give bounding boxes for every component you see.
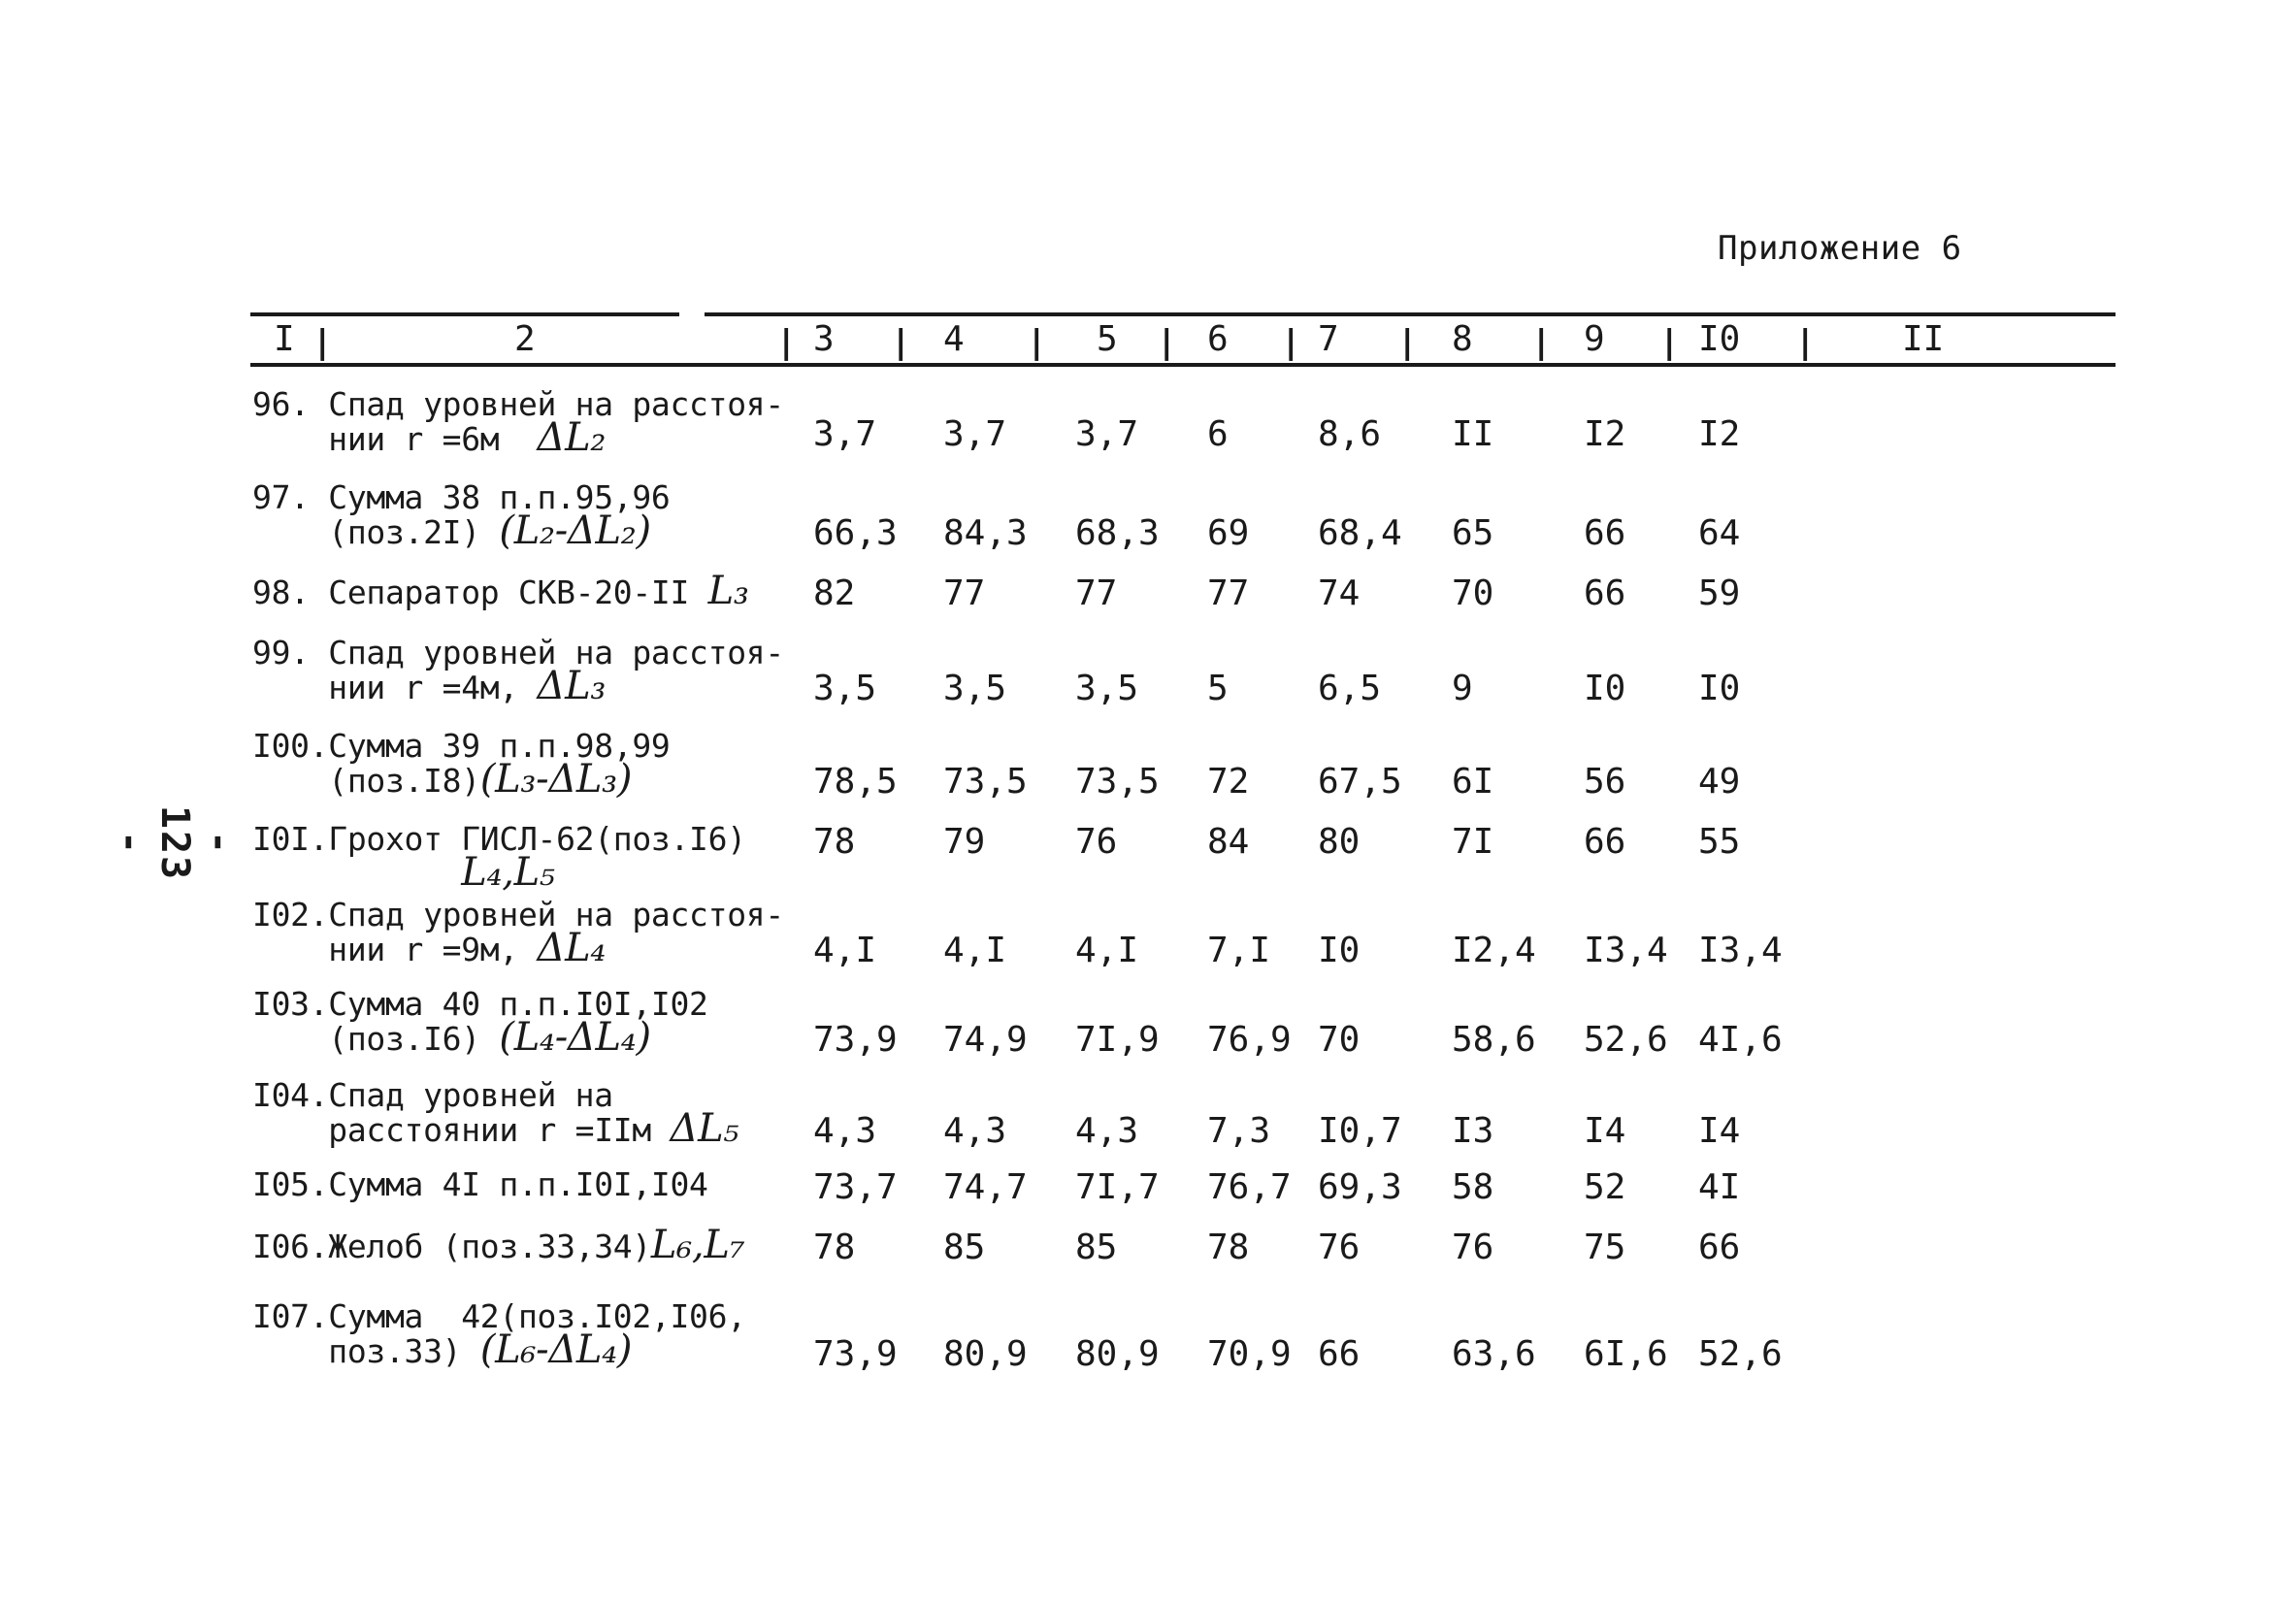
column-separator: | xyxy=(1027,323,1047,362)
column-header: 5 xyxy=(1097,319,1118,359)
table-cell: 85 xyxy=(943,1228,986,1267)
table-cell: I4 xyxy=(1584,1111,1626,1151)
table-cell: 76 xyxy=(1452,1228,1494,1267)
table-cell: 52,6 xyxy=(1698,1334,1783,1374)
row-label xyxy=(252,385,805,460)
table-cell: 76,7 xyxy=(1207,1167,1292,1207)
table-top-rule xyxy=(250,312,2116,316)
table-cell: 66 xyxy=(1584,513,1626,553)
column-separator: | xyxy=(891,323,911,362)
row-label xyxy=(252,727,805,802)
table-cell: I2,4 xyxy=(1452,931,1536,970)
table-cell: 78,5 xyxy=(813,762,898,802)
column-header: II xyxy=(1902,319,1945,359)
table-cell: I2 xyxy=(1698,414,1741,454)
row-label-line: (поз.I8)(L₃-ΔL₃) xyxy=(252,757,633,802)
table-cell: 66 xyxy=(1584,822,1626,862)
table-cell: I2 xyxy=(1584,414,1626,454)
table-cell: 74 xyxy=(1318,573,1361,613)
handwritten-annotation: (L₂-ΔL₂) xyxy=(499,508,651,553)
table-cell: 84,3 xyxy=(943,513,1028,553)
column-header: 6 xyxy=(1207,319,1229,359)
row-label xyxy=(252,1297,805,1372)
column-header: I xyxy=(274,319,295,359)
table-cell: 6,5 xyxy=(1318,669,1382,708)
row-label-line: (поз.2I) (L₂-ΔL₂) xyxy=(252,508,651,553)
row-label xyxy=(252,634,805,708)
table-cell: 66 xyxy=(1318,1334,1361,1374)
table-cell: 80,9 xyxy=(943,1334,1028,1374)
table-cell: 8,6 xyxy=(1318,414,1382,454)
table-cell: I3,4 xyxy=(1584,931,1668,970)
row-label-line: нии r =4м, ΔL₃ xyxy=(252,664,607,708)
column-header: I0 xyxy=(1698,319,1741,359)
column-header: 7 xyxy=(1318,319,1339,359)
row-label-line xyxy=(252,850,805,895)
table-cell: 6I xyxy=(1452,762,1494,802)
table-cell: 74,9 xyxy=(943,1020,1028,1060)
table-cell: I0 xyxy=(1698,669,1741,708)
row-label-line: (поз.I6) (L₄-ΔL₄) xyxy=(252,1015,651,1060)
table-cell: 4I xyxy=(1698,1167,1741,1207)
table-cell: 52 xyxy=(1584,1167,1626,1207)
column-separator: | xyxy=(1157,323,1177,362)
row-label-line: I02.Спад уровней на расстоя- xyxy=(252,896,784,934)
row-label xyxy=(252,1165,805,1203)
table-cell: 80,9 xyxy=(1075,1334,1160,1374)
table-cell: 77 xyxy=(1207,573,1250,613)
handwritten-annotation: ΔL₅ xyxy=(670,1106,739,1151)
table-cell: 70 xyxy=(1452,573,1494,613)
table-cell: 76,9 xyxy=(1207,1020,1292,1060)
table-cell: 4I,6 xyxy=(1698,1020,1783,1060)
handwritten-annotation: ΔL₄ xyxy=(537,926,607,970)
table-cell: 7,3 xyxy=(1207,1111,1271,1151)
table-cell: 6 xyxy=(1207,414,1229,454)
table-cell: 76 xyxy=(1318,1228,1361,1267)
table-cell: 85 xyxy=(1075,1228,1118,1267)
table-cell: 55 xyxy=(1698,822,1741,862)
table-cell: 68,3 xyxy=(1075,513,1160,553)
table-cell: 63,6 xyxy=(1452,1334,1536,1374)
table-cell: 56 xyxy=(1584,762,1626,802)
table-cell: 64 xyxy=(1698,513,1741,553)
handwritten-annotation: ΔL₃ xyxy=(537,664,607,708)
row-label xyxy=(252,569,805,613)
table-cell: 79 xyxy=(943,822,986,862)
table-cell: 4,I xyxy=(943,931,1007,970)
handwritten-annotation: (L₃-ΔL₃) xyxy=(479,757,633,802)
table-cell: 6I,6 xyxy=(1584,1334,1668,1374)
column-header: 4 xyxy=(943,319,965,359)
table-cell: 4,3 xyxy=(813,1111,877,1151)
table-cell: 70,9 xyxy=(1207,1334,1292,1374)
table-cell: 78 xyxy=(813,822,856,862)
row-label-line: I00.Сумма 39 п.п.98,99 xyxy=(252,727,671,765)
column-header: 9 xyxy=(1584,319,1605,359)
handwritten-annotation: L₃ xyxy=(707,569,749,613)
column-separator: | xyxy=(776,323,797,362)
column-separator: | xyxy=(1397,323,1418,362)
table-cell: 66,3 xyxy=(813,513,898,553)
table-cell: I4 xyxy=(1698,1111,1741,1151)
handwritten-annotation: L₄,L₅ xyxy=(461,850,555,895)
column-header: 8 xyxy=(1452,319,1473,359)
page-number: - 123 - xyxy=(108,804,242,882)
table-cell: 73,5 xyxy=(943,762,1028,802)
table-cell: 67,5 xyxy=(1318,762,1402,802)
table-cell: 3,5 xyxy=(943,669,1007,708)
table-cell: 52,6 xyxy=(1584,1020,1668,1060)
row-label-line: I05.Сумма 4I п.п.I0I,I04 xyxy=(252,1165,708,1203)
table-cell: 58 xyxy=(1452,1167,1494,1207)
table-cell: 7I,7 xyxy=(1075,1167,1160,1207)
table-cell: 7I xyxy=(1452,822,1494,862)
table-cell: 73,9 xyxy=(813,1334,898,1374)
table-cell: 3,5 xyxy=(813,669,877,708)
table-cell: 78 xyxy=(813,1228,856,1267)
column-separator: | xyxy=(1659,323,1680,362)
row-label xyxy=(252,985,805,1060)
table-cell: 70 xyxy=(1318,1020,1361,1060)
table-cell: 80 xyxy=(1318,822,1361,862)
table-cell: 3,5 xyxy=(1075,669,1139,708)
table-cell: 3,7 xyxy=(813,414,877,454)
row-label xyxy=(252,478,805,553)
row-label-line: I06.Желоб (поз.33,34)L₆,L₇ xyxy=(252,1223,745,1267)
column-header: 2 xyxy=(514,319,536,359)
column-separator: | xyxy=(1281,323,1301,362)
handwritten-annotation: L₆,L₇ xyxy=(650,1223,745,1267)
table-cell: 3,7 xyxy=(1075,414,1139,454)
row-label xyxy=(252,820,805,895)
table-cell: 49 xyxy=(1698,762,1741,802)
handwritten-annotation: ΔL₂ xyxy=(537,415,607,460)
row-label-line: I04.Спад уровней на xyxy=(252,1076,613,1114)
row-label-line: 96. Спад уровней на расстоя- xyxy=(252,385,784,423)
table-cell: 4,3 xyxy=(1075,1111,1139,1151)
row-label xyxy=(252,896,805,970)
row-label-line: I07.Сумма 42(поз.I02,I06, xyxy=(252,1297,746,1335)
table-bottom-rule xyxy=(250,363,2116,367)
table-cell: 72 xyxy=(1207,762,1250,802)
handwritten-annotation: (L₄-ΔL₄) xyxy=(499,1015,651,1060)
table-cell: 75 xyxy=(1584,1228,1626,1267)
row-label-line: 97. Сумма 38 п.п.95,96 xyxy=(252,478,671,516)
column-header: 3 xyxy=(813,319,835,359)
table-cell: 4,3 xyxy=(943,1111,1007,1151)
table-cell: 82 xyxy=(813,573,856,613)
row-label-line: 98. Сепаратор СКВ-20-II L₃ xyxy=(252,569,749,613)
handwritten-annotation: (L₆-ΔL₄) xyxy=(479,1327,633,1372)
row-label-line: I0I.Грохот ГИСЛ-62(поз.I6) xyxy=(252,820,746,858)
table-cell: 73,7 xyxy=(813,1167,898,1207)
appendix-title: Приложение 6 xyxy=(1718,229,1962,268)
table-cell: 3,7 xyxy=(943,414,1007,454)
table-cell: I3 xyxy=(1452,1111,1494,1151)
table-cell: 69,3 xyxy=(1318,1167,1402,1207)
table-cell: 9 xyxy=(1452,669,1473,708)
table-cell: 77 xyxy=(1075,573,1118,613)
table-cell: 69 xyxy=(1207,513,1250,553)
table-cell: 7I,9 xyxy=(1075,1020,1160,1060)
table-cell: 5 xyxy=(1207,669,1229,708)
table-cell: I0,7 xyxy=(1318,1111,1402,1151)
table-cell: 77 xyxy=(943,573,986,613)
row-label-line: 99. Спад уровней на расстоя- xyxy=(252,634,784,671)
row-label-line: I03.Сумма 40 п.п.I0I,I02 xyxy=(252,985,708,1023)
table-top-rule-gap xyxy=(679,311,705,318)
table-cell: 4,I xyxy=(1075,931,1139,970)
column-separator: | xyxy=(1531,323,1552,362)
row-label xyxy=(252,1223,805,1267)
row-label-line: нии r =6м ΔL₂ xyxy=(252,415,607,460)
table-cell: 66 xyxy=(1698,1228,1741,1267)
table-cell: II xyxy=(1452,414,1494,454)
table-cell: I0 xyxy=(1584,669,1626,708)
row-label-line: нии r =9м, ΔL₄ xyxy=(252,926,607,970)
table-cell: 65 xyxy=(1452,513,1494,553)
table-cell: 4,I xyxy=(813,931,877,970)
column-separator: | xyxy=(1795,323,1816,362)
table-cell: 68,4 xyxy=(1318,513,1402,553)
table-cell: 59 xyxy=(1698,573,1741,613)
table-cell: 66 xyxy=(1584,573,1626,613)
row-label xyxy=(252,1076,805,1151)
table-cell: 76 xyxy=(1075,822,1118,862)
table-cell: 84 xyxy=(1207,822,1250,862)
table-cell: 58,6 xyxy=(1452,1020,1536,1060)
table-cell: 78 xyxy=(1207,1228,1250,1267)
table-cell: I0 xyxy=(1318,931,1361,970)
table-cell: 74,7 xyxy=(943,1167,1028,1207)
column-separator: | xyxy=(312,323,333,362)
row-label-line: поз.33) (L₆-ΔL₄) xyxy=(252,1327,633,1372)
table-cell: 73,5 xyxy=(1075,762,1160,802)
table-cell: 7,I xyxy=(1207,931,1271,970)
row-label-line: расстоянии r =IIм ΔL₅ xyxy=(252,1106,739,1151)
table-cell: I3,4 xyxy=(1698,931,1783,970)
table-cell: 73,9 xyxy=(813,1020,898,1060)
